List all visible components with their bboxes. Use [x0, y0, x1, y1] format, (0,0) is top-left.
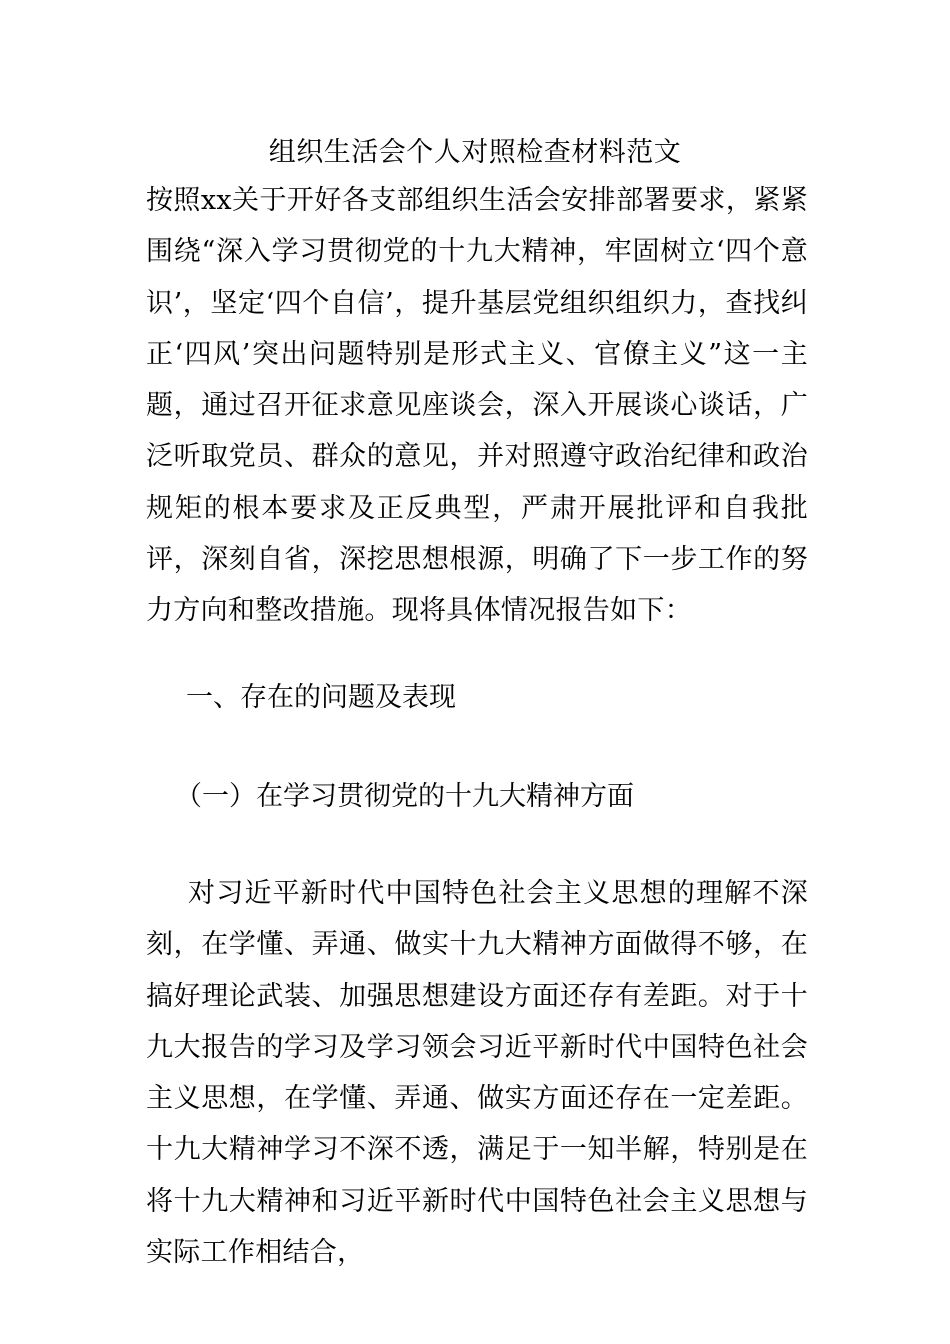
section-heading: 一、存在的问题及表现 — [186, 682, 456, 713]
intro-paragraph: 按照xx关于开好各支部组织生活会安排部署要求，紧紧围绕“深入学习贯彻党的十九大精神，牢固树立‘四个意识’，坚定‘四个自信’，提升基层党组织组织力，查找纠正‘四风’突出问题特别是形式主义、官僚主义”这一主题，通过召开征求意见座谈会，深入开展谈心谈话，广泛听取党员、群众的意见，并对照遵守政治纪律和政治规矩的根本要求及正反典型，严肃开展批评和自我批评，深刻自省，深挖思想根源，明确了下一步工作的努力方向和整改措施。现将具体情况报告如下： — [146, 185, 808, 627]
subsection-heading: （一）在学习贯彻党的十九大精神方面 — [175, 781, 634, 812]
document-title: 组织生活会个人对照检查材料范文 — [268, 137, 682, 168]
body-paragraph: 对习近平新时代中国特色社会主义思想的理解不深刻，在学懂、弄通、做实十九大精神方面做得不够，在搞好理论武装、加强思想建设方面还存有差距。对于十九大报告的学习及学习领会习近平新时代中国特色社会主义思想，在学懂、弄通、做实方面还存在一定差距。十九大精神学习不深不透，满足于一知半解，特别是在将十九大精神和习近平新时代中国特色社会主义思想与实际工作相结合， — [146, 878, 808, 1269]
